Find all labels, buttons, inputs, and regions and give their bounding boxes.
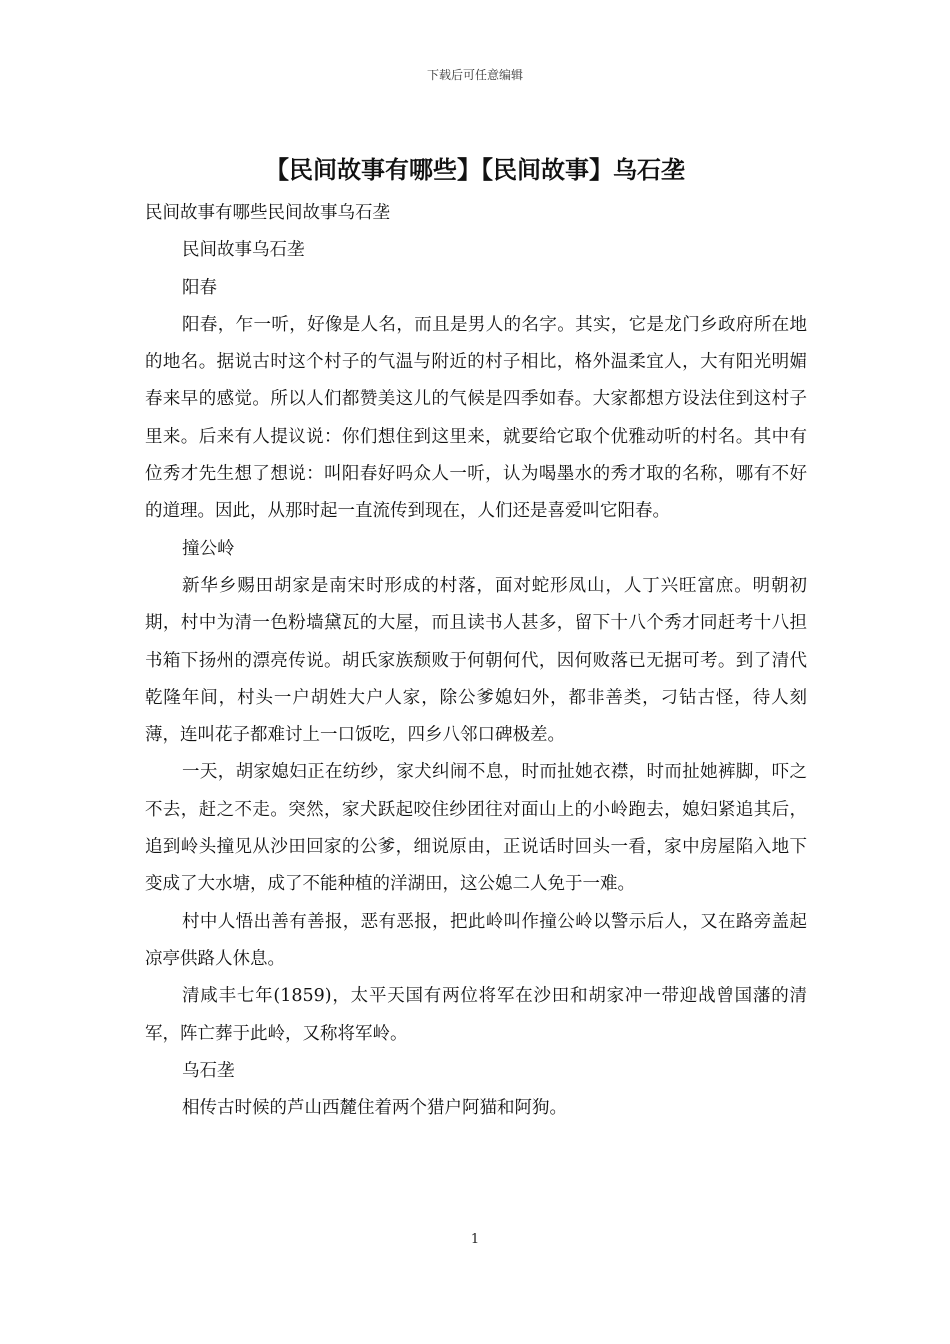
section-heading: 阳春 [182,277,217,298]
section-heading: 乌石垄 [182,1060,235,1081]
body-paragraph: 民间故事有哪些民间故事乌石垄 [145,203,390,223]
header-note: 下载后可任意编辑 [426,68,523,82]
document-body [145,195,807,1127]
body-paragraph: 清咸丰七年(1859)，太平天国有两位将军在沙田和胡家冲一带迎战曾国藩的清军，阵亡葬于此岭，又称将军岭。 [145,986,807,1044]
body-paragraph: 相传古时候的芦山西麓住着两个猎户阿猫和阿狗。 [182,1098,567,1119]
page-number: 1 [470,1232,480,1247]
section-heading: 撞公岭 [182,538,235,559]
document-title: 【民间故事有哪些】【民间故事】乌石垄 [265,155,685,184]
body-paragraph: 民间故事乌石垄 [182,240,305,261]
body-paragraph: 村中人悟出善有善报，恶有恶报，把此岭叫作撞公岭以警示后人，又在路旁盖起凉亭供路人休息。 [145,911,807,969]
body-paragraph: 阳春，乍一听，好像是人名，而且是男人的名字。其实，它是龙门乡政府所在地的地名。据说古时这个村子的气温与附近的村子相比，格外温柔宜人，大有阳光明媚春来早的感觉。所以人们都赞美这儿的气候是四季如春。大家都想方设法住到这村子里来。后来有人提议说：你们想住到这里来，就要给它取个优雅动听的村名。其中有位秀才先生想了想说：叫阳春好吗众人一听，认为喝墨水的秀才取的名称，哪有不好的道理。因此，从那时起一直流传到现在，人们还是喜爱叫它阳春。 [145,314,807,522]
body-paragraph: 新华乡赐田胡家是南宋时形成的村落，面对蛇形凤山，人丁兴旺富庶。明朝初期，村中为清一色粉墙黛瓦的大屋，而且读书人甚多，留下十八个秀才同赶考十八担书箱下扬州的漂亮传说。胡氏家族颓败于何朝何代，因何败落已无据可考。到了清代乾隆年间，村头一户胡姓大户人家，除公爹媳妇外，都非善类，刁钻古怪，待人刻薄，连叫花子都难讨上一口饭吃，四乡八邻口碑极差。 [145,575,807,746]
body-paragraph: 一天，胡家媳妇正在纺纱，家犬纠闹不息，时而扯她衣襟，时而扯她裤脚，吓之不去，赶之不走。突然，家犬跃起咬住纱团往对面山上的小岭跑去，媳妇紧追其后，追到岭头撞见从沙田回家的公爹，细说原由，正说话时回头一看，家中房屋陷入地下变成了大水塘，成了不能种植的洋湖田，这公媳二人免于一难。 [145,762,807,895]
